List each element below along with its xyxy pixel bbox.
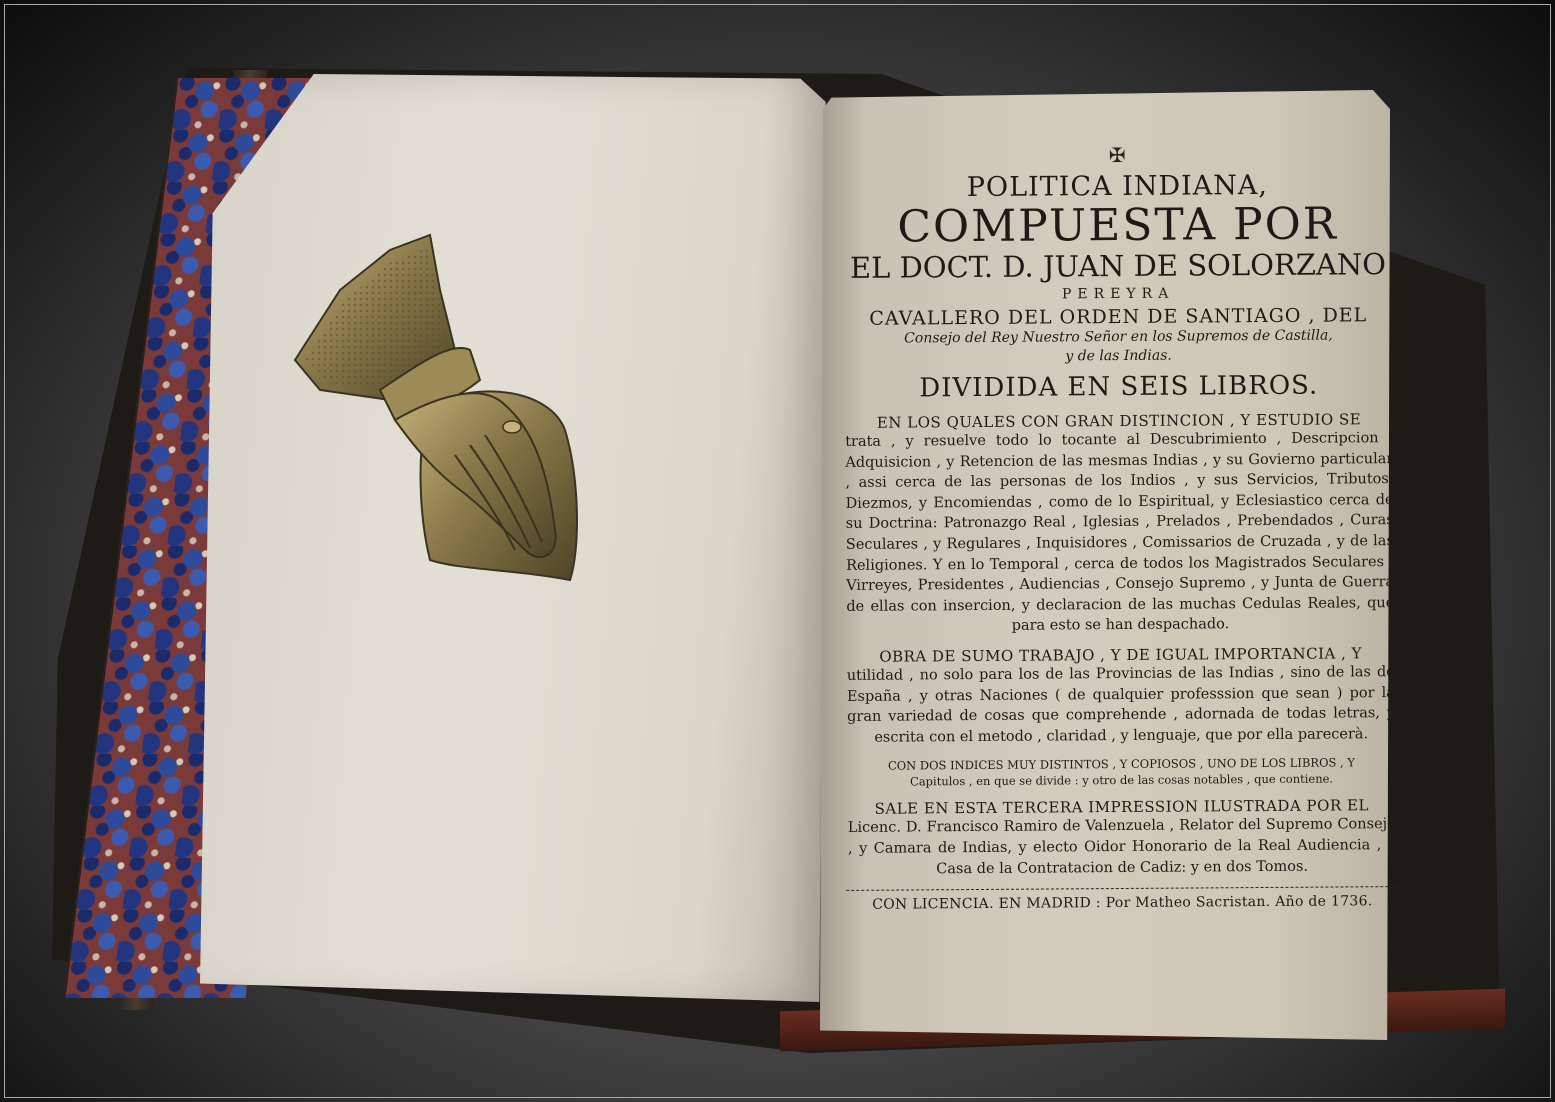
imprint-rule bbox=[846, 886, 1398, 891]
paragraph-contents-lead: EN LOS QUALES CON GRAN DISTINCION , Y ESTUDIO SE bbox=[876, 410, 1362, 432]
title-page bbox=[837, 143, 1403, 977]
paragraph-importance-text: utilidad , no solo para los de las Provincias de las Indias , sino de las de España , y otras Naciones ( de qualquier professsion que sean ) por la gran variedad de cosas que comprehende , adornada de todas letras, y escrita con el metodo , claridad , y lenguaje, que por ella parecerà. bbox=[846, 664, 1396, 746]
paragraph-contents-text: trata , y resuelve todo lo tocante al Descubrimiento , Descripcion , Adquisicion , y Retencion de las mesmas Indias , y su Govierno particular , assi cerca de las personas de los Indios , y sus Servicios, Tributos, Diezmos, y Encomiendas , como de lo Espiritual, y Eclesiastico cerca de su Doctrina: Patronazgo Real , Iglesias , Prelados , Prebendados , Curas Seculares , y Regulares , Inquisidores , Comissarios de Cruzada , y de las Religiones. Y en lo Temporal , cerca de todos los Magistrados Seculares , Virreyes, Presidentes , Audiencias , Consejo Supremo , y Junta de Guerra de ellas con insercion, y declaracion de las muchas Cedulas Reales, que para esto se han despachado. bbox=[845, 430, 1395, 635]
order-line: CAVALLERO DEL ORDEN DE SANTIAGO , DEL bbox=[869, 304, 1368, 330]
cross-ornament: ✠ bbox=[1108, 142, 1126, 168]
paragraph-indices-text: Capitulos , en que se divide : y otro de las cosas notables , que contiene. bbox=[909, 771, 1334, 789]
paragraph-indices bbox=[841, 754, 1401, 790]
division-line: DIVIDIDA EN SEIS LIBROS. bbox=[919, 370, 1319, 404]
paragraph-contents bbox=[839, 410, 1401, 638]
ring bbox=[503, 421, 521, 433]
paragraph-edition-text: Licenc. D. Francisco Ramiro de Valenzuela , Relator del Supremo Consejo , y Camara de Indias, y electo Oidor Honorario de la Real Audiencia , y Casa de la Contratacion de Cadiz: y en dos Tomos. bbox=[847, 816, 1397, 877]
paragraph-importance bbox=[841, 644, 1402, 748]
paragraph-indices-lead: CON DOS INDICES MUY DISTINTOS , Y COPIOSOS , UNO DE LOS LIBROS , Y bbox=[887, 755, 1355, 773]
council-line: Consejo del Rey Nuestro Señor en los Supremos de Castilla, bbox=[904, 327, 1333, 347]
title-line-2: COMPUESTA POR bbox=[897, 198, 1339, 253]
bronze-hand-clip bbox=[280, 230, 640, 600]
paragraph-edition bbox=[842, 796, 1403, 880]
author-line: EL DOCT. D. JUAN DE SOLORZANO bbox=[849, 247, 1387, 285]
indies-line: y de las Indias. bbox=[1065, 347, 1172, 365]
title-line-1: POLITICA INDIANA, bbox=[966, 169, 1269, 204]
paragraph-importance-lead: OBRA DE SUMO TRABAJO , Y DE IGUAL IMPORTANCIA , Y bbox=[879, 644, 1363, 666]
imprint-line: CON LICENCIA. EN MADRID : Por Matheo Sacristan. Año de 1736. bbox=[872, 893, 1373, 913]
author-surname: PEREYRA bbox=[1061, 285, 1175, 303]
paragraph-edition-lead: SALE EN ESTA TERCERA IMPRESSION ILUSTRADA POR EL bbox=[874, 796, 1369, 819]
